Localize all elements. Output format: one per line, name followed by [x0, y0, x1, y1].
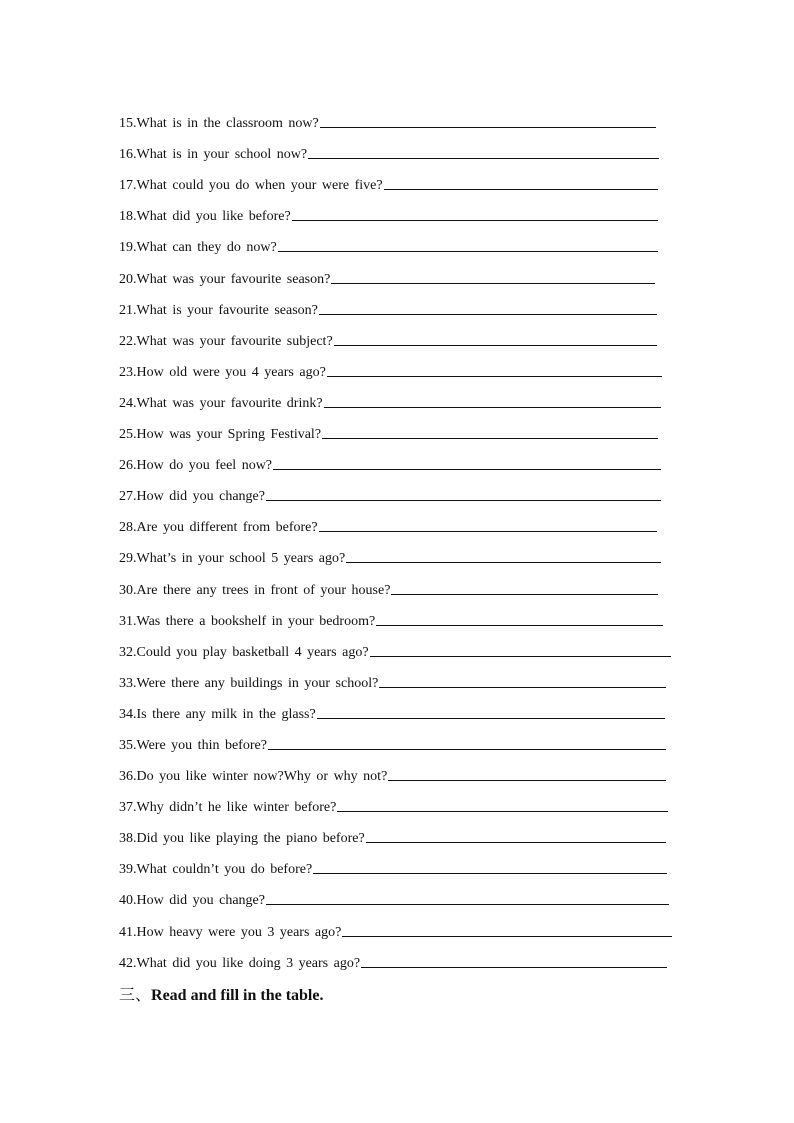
question-item	[119, 536, 679, 567]
question-text: Did you like playing the piano before?	[136, 831, 365, 847]
question-text: How did you change?	[136, 893, 265, 909]
question-number: 28.	[119, 520, 137, 536]
answer-blank[interactable]	[319, 314, 657, 315]
answer-blank[interactable]	[327, 376, 662, 377]
question-item	[119, 661, 679, 692]
question-item	[119, 163, 679, 194]
answer-blank[interactable]	[361, 967, 667, 968]
answer-blank[interactable]	[346, 562, 661, 563]
question-item	[119, 474, 679, 505]
answer-blank[interactable]	[337, 811, 668, 812]
question-text: How did you change?	[136, 489, 265, 505]
answer-blank[interactable]	[266, 500, 661, 501]
question-item	[119, 288, 679, 319]
question-number: 35.	[119, 737, 137, 753]
question-text: What was your favourite season?	[136, 271, 331, 287]
answer-blank[interactable]	[313, 873, 667, 874]
question-text: What is in the classroom now?	[136, 116, 319, 132]
question-text: Could you play basketball 4 years ago?	[136, 644, 369, 660]
question-list	[119, 101, 679, 972]
question-text: What is your favourite season?	[136, 302, 318, 318]
question-text: What was your favourite drink?	[136, 395, 323, 411]
question-number: 29.	[119, 551, 137, 567]
question-text: Do you like winter now?Why or why not?	[136, 769, 388, 785]
question-text: What couldn’t you do before?	[136, 862, 313, 878]
question-text: Are there any trees in front of your house?	[136, 582, 391, 598]
question-number: 33.	[119, 675, 137, 691]
answer-blank[interactable]	[319, 531, 657, 532]
answer-blank[interactable]	[388, 780, 666, 781]
question-item	[119, 599, 679, 630]
answer-blank[interactable]	[376, 625, 663, 626]
question-number: 38.	[119, 831, 137, 847]
answer-blank[interactable]	[342, 936, 672, 937]
question-number: 19.	[119, 240, 137, 256]
question-text: How was your Spring Festival?	[136, 427, 322, 443]
question-number: 25.	[119, 427, 137, 443]
answer-blank[interactable]	[384, 189, 658, 190]
question-text: How old were you 4 years ago?	[136, 364, 326, 380]
question-text: Are you different from before?	[136, 520, 318, 536]
question-item	[119, 443, 679, 474]
question-item	[119, 878, 679, 909]
answer-blank[interactable]	[366, 842, 666, 843]
question-number: 24.	[119, 395, 137, 411]
answer-blank[interactable]	[308, 158, 659, 159]
answer-blank[interactable]	[331, 283, 655, 284]
question-number: 21.	[119, 302, 137, 318]
question-text: What can they do now?	[136, 240, 277, 256]
question-item	[119, 723, 679, 754]
section-title-text: Read and fill in the table.	[151, 987, 324, 1004]
answer-blank[interactable]	[273, 469, 661, 470]
answer-blank[interactable]	[391, 594, 658, 595]
answer-blank[interactable]	[334, 345, 657, 346]
question-number: 41.	[119, 924, 137, 940]
question-text: Is there any milk in the glass?	[136, 706, 316, 722]
question-number: 32.	[119, 644, 137, 660]
question-number: 40.	[119, 893, 137, 909]
question-number: 18.	[119, 209, 137, 225]
question-item	[119, 194, 679, 225]
question-number: 15.	[119, 116, 137, 132]
question-item	[119, 692, 679, 723]
answer-blank[interactable]	[268, 749, 666, 750]
section-marker: 三、	[119, 985, 152, 1004]
question-item	[119, 225, 679, 256]
question-item	[119, 847, 679, 878]
question-text: What is in your school now?	[136, 147, 308, 163]
answer-blank[interactable]	[278, 251, 658, 252]
answer-blank[interactable]	[322, 438, 658, 439]
question-number: 23.	[119, 364, 137, 380]
question-number: 17.	[119, 178, 137, 194]
question-number: 42.	[119, 955, 137, 971]
question-item	[119, 816, 679, 847]
answer-blank[interactable]	[379, 687, 666, 688]
answer-blank[interactable]	[370, 656, 671, 657]
question-text: Was there a bookshelf in your bedroom?	[136, 613, 376, 629]
question-number: 31.	[119, 613, 137, 629]
question-text: Why didn’t he like winter before?	[136, 800, 337, 816]
question-number: 36.	[119, 769, 137, 785]
question-item	[119, 101, 679, 132]
section-heading	[119, 982, 323, 1005]
question-number: 37.	[119, 800, 137, 816]
question-text: Were you thin before?	[136, 737, 267, 753]
question-item	[119, 412, 679, 443]
question-text: How do you feel now?	[136, 458, 273, 474]
question-number: 34.	[119, 706, 137, 722]
answer-blank[interactable]	[266, 904, 669, 905]
question-text: What’s in your school 5 years ago?	[136, 551, 346, 567]
question-text: What did you like doing 3 years ago?	[136, 955, 361, 971]
question-item	[119, 319, 679, 350]
question-item	[119, 132, 679, 163]
question-item	[119, 381, 679, 412]
question-item	[119, 941, 679, 972]
answer-blank[interactable]	[317, 718, 665, 719]
question-number: 39.	[119, 862, 137, 878]
question-item	[119, 505, 679, 536]
question-number: 22.	[119, 333, 137, 349]
question-number: 30.	[119, 582, 137, 598]
question-item	[119, 630, 679, 661]
question-item	[119, 909, 679, 940]
question-item	[119, 754, 679, 785]
question-text: How heavy were you 3 years ago?	[136, 924, 342, 940]
question-item	[119, 256, 679, 287]
question-number: 27.	[119, 489, 137, 505]
question-text: What could you do when your were five?	[136, 178, 383, 194]
question-item	[119, 350, 679, 381]
question-item	[119, 785, 679, 816]
question-text: Were there any buildings in your school?	[136, 675, 379, 691]
answer-blank[interactable]	[320, 127, 656, 128]
answer-blank[interactable]	[324, 407, 661, 408]
answer-blank[interactable]	[292, 220, 658, 221]
question-item	[119, 567, 679, 598]
question-number: 26.	[119, 458, 137, 474]
question-number: 16.	[119, 147, 137, 163]
question-text: What was your favourite subject?	[136, 333, 333, 349]
question-text: What did you like before?	[136, 209, 291, 225]
question-number: 20.	[119, 271, 137, 287]
